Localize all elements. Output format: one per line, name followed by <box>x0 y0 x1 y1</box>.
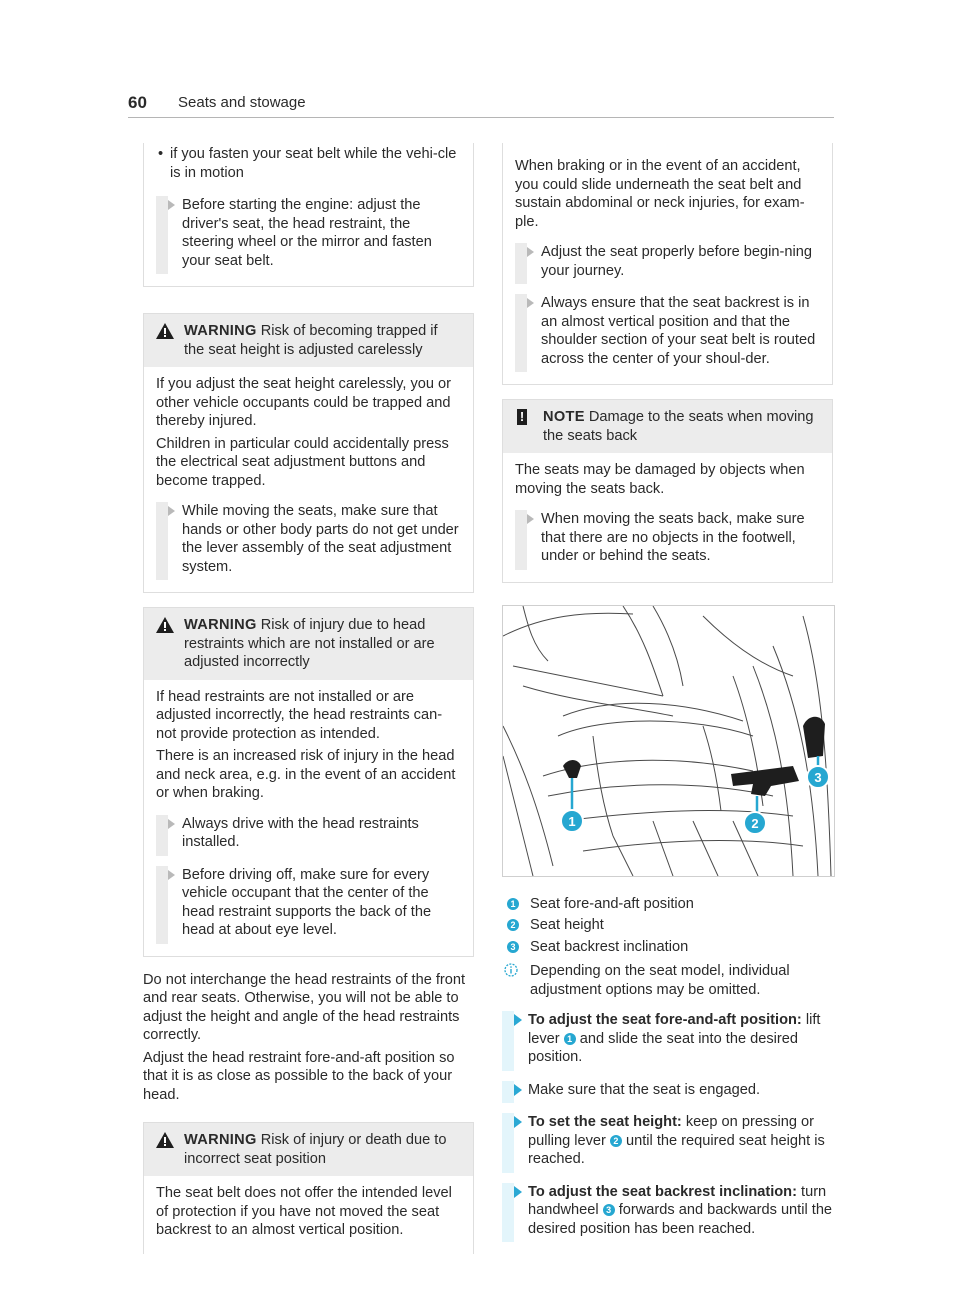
bullet-item <box>156 145 461 182</box>
legend-text: Seat backrest inclination <box>530 938 689 955</box>
left-column <box>143 143 474 1254</box>
warning-header <box>144 314 473 367</box>
instruction-step <box>502 1113 833 1169</box>
instruction-step <box>515 294 820 368</box>
note-exclamation-icon: ! <box>517 409 527 425</box>
legend-text: Seat height <box>530 917 604 933</box>
step-arrow-icon <box>527 514 534 524</box>
warning-triangle-icon <box>156 1132 174 1148</box>
note-keyword: NOTE <box>543 409 585 425</box>
callout-3-label: 3 <box>814 769 822 785</box>
info-note <box>502 962 833 999</box>
instruction-step <box>515 243 820 280</box>
step-bar <box>156 196 168 274</box>
callout-3 <box>807 766 829 788</box>
legend-number: 2 <box>507 919 519 931</box>
step-bar <box>515 243 527 284</box>
step-bar <box>156 502 168 580</box>
note-title: Damage to the seats when moving the seats back <box>543 409 814 444</box>
step-arrow-icon <box>168 506 175 516</box>
instruction-step <box>515 510 820 566</box>
step-text: Always ensure that the seat backrest is in an almost vertical position and that the shoulder section of your seat belt is routed across the center of your shoul-der. <box>541 295 816 367</box>
instruction-step <box>502 1081 833 1100</box>
lever-number: 1 <box>564 1033 576 1045</box>
bullet-dot: • <box>158 146 164 162</box>
note-box <box>502 399 833 583</box>
warning-keyword: WARNING <box>184 1132 257 1148</box>
legend-text: Seat fore-and-aft position <box>530 895 694 912</box>
warning-title: Risk of injury or death due to incorrect seat position <box>184 1132 447 1167</box>
callout-1-label: 1 <box>568 813 576 829</box>
step-text: and slide the seat into the desired position. <box>528 1030 798 1065</box>
warning-paragraph: The seat belt does not offer the intended level of protection if you have not moved the seat backrest to an almost vertical position. <box>156 1185 452 1238</box>
warning-triangle-icon <box>156 617 174 633</box>
step-bar <box>502 1081 514 1104</box>
step-bar <box>515 510 527 570</box>
instruction-step <box>156 866 461 940</box>
body-paragraph: Do not interchange the head restraints of the front and rear seats. Otherwise, you will not be able to adjust the height and angle of the head restraints correctly. <box>143 971 466 1043</box>
step-text: Make sure that the seat is engaged. <box>528 1081 761 1098</box>
step-text: Before driving off, make sure for every vehicle occupant that the center of the head restraint supports the back of the head at about eye level. <box>182 866 432 938</box>
warning-triangle-icon <box>156 323 174 339</box>
step-arrow-icon <box>527 247 534 257</box>
section-title: Seats and stowage <box>178 94 306 111</box>
legend-item <box>502 938 833 957</box>
step-arrow-icon <box>514 1084 522 1096</box>
figure-legend <box>502 895 833 1000</box>
step-arrow-icon <box>527 298 534 308</box>
legend-item <box>502 895 833 914</box>
warning-box-seat-position <box>143 1122 474 1254</box>
step-text: keep on pressing or pulling lever <box>528 1114 815 1149</box>
warning-title: Risk of injury due to head restraints which are not installed or are adjusted incorrectly <box>184 617 435 670</box>
step-heading: To set the seat height: <box>528 1114 682 1130</box>
warning-keyword: WARNING <box>184 617 257 633</box>
instruction-step <box>156 502 461 576</box>
body-text <box>143 971 474 1105</box>
callout-2 <box>744 812 766 834</box>
legend-item <box>502 916 833 935</box>
bullet-text: if you fasten your seat belt while the vehi-cle is in motion <box>170 146 457 181</box>
seat-line-drawing <box>503 606 834 876</box>
step-text: Before starting the engine: adjust the driver's seat, the head restraint, the steering wheel or the mirror and fasten your seat belt. <box>182 197 432 269</box>
instruction-step <box>156 815 461 852</box>
step-bar <box>515 294 527 372</box>
warning-continuation-box <box>502 143 833 385</box>
step-text: When moving the seats back, make sure that there are no objects in the footwell, under or behind the seats. <box>541 511 805 564</box>
step-text: While moving the seats, make sure that hands or other body parts do not get under the lever assembly of the seat adjustment system. <box>182 503 459 575</box>
warning-keyword: WARNING <box>184 323 257 339</box>
step-text: turn handwheel <box>528 1183 827 1218</box>
warning-paragraph: When braking or in the event of an accident, you could slide underneath the seat belt and sustain abdominal or neck injuries, for exam-ple. <box>515 158 805 230</box>
step-bar <box>156 866 168 944</box>
info-icon <box>504 963 518 977</box>
legend-number: 3 <box>507 941 519 953</box>
note-paragraph: The seats may be damaged by objects when moving the seats back. <box>515 462 805 497</box>
step-arrow-icon <box>514 1014 522 1026</box>
adjustment-steps <box>502 1011 833 1238</box>
step-bar <box>502 1113 514 1173</box>
page-number: 60 <box>128 93 147 112</box>
lever-number: 2 <box>610 1135 622 1147</box>
step-arrow-icon <box>514 1186 522 1198</box>
legend-number: 1 <box>507 898 519 910</box>
step-bar <box>502 1011 514 1071</box>
warning-header <box>144 608 473 680</box>
warning-box-trapped <box>143 313 474 593</box>
step-arrow-icon <box>514 1116 522 1128</box>
step-text: until the required seat height is reached. <box>528 1132 825 1167</box>
warning-paragraph: Children in particular could accidentally press the electrical seat adjustment buttons and become trapped. <box>156 435 449 489</box>
callout-1 <box>561 810 583 832</box>
step-heading: To adjust the seat fore-and-aft position: <box>528 1012 802 1028</box>
step-arrow-icon <box>168 870 175 880</box>
step-bar <box>502 1183 514 1243</box>
instruction-step <box>502 1183 833 1239</box>
step-text: Always drive with the head restraints installed. <box>182 815 419 850</box>
step-text: lift lever <box>528 1012 821 1047</box>
step-heading: To adjust the seat backrest inclination: <box>528 1183 797 1200</box>
right-column <box>502 143 833 1244</box>
step-arrow-icon <box>168 819 175 829</box>
instruction-step <box>156 196 461 270</box>
step-bar <box>156 815 168 856</box>
page-header <box>128 93 834 118</box>
warning-paragraph: If head restraints are not installed or are adjusted incorrectly, the head restraints can-not provide protection as intended. <box>156 688 443 742</box>
intro-box <box>143 143 474 287</box>
seat-controls-illustration <box>502 605 835 877</box>
warning-title: Risk of becoming trapped if the seat height is adjusted carelessly <box>184 323 438 358</box>
warning-header <box>144 1123 473 1176</box>
body-paragraph: Adjust the head restraint fore-and-aft position so that it is as close as possible to the back of your head. <box>143 1049 455 1103</box>
step-text: forwards and backwards until the desired position has been reached. <box>528 1202 833 1237</box>
handwheel-number: 3 <box>603 1204 615 1216</box>
step-arrow-icon <box>168 200 175 210</box>
callout-2-label: 2 <box>751 815 759 831</box>
warning-box-head-restraints <box>143 607 474 957</box>
note-header <box>503 400 832 453</box>
instruction-step <box>502 1011 833 1067</box>
warning-paragraph: There is an increased risk of injury in the head and neck area, e.g. in the event of an accident or when braking. <box>156 748 456 801</box>
warning-paragraph: If you adjust the seat height carelessly, you or other vehicle occupants could be trapped and thereby injured. <box>156 376 452 429</box>
step-text: Adjust the seat properly before begin-ning your journey. <box>541 244 812 279</box>
info-text: Depending on the seat model, individual adjustment options may be omitted. <box>530 963 790 998</box>
